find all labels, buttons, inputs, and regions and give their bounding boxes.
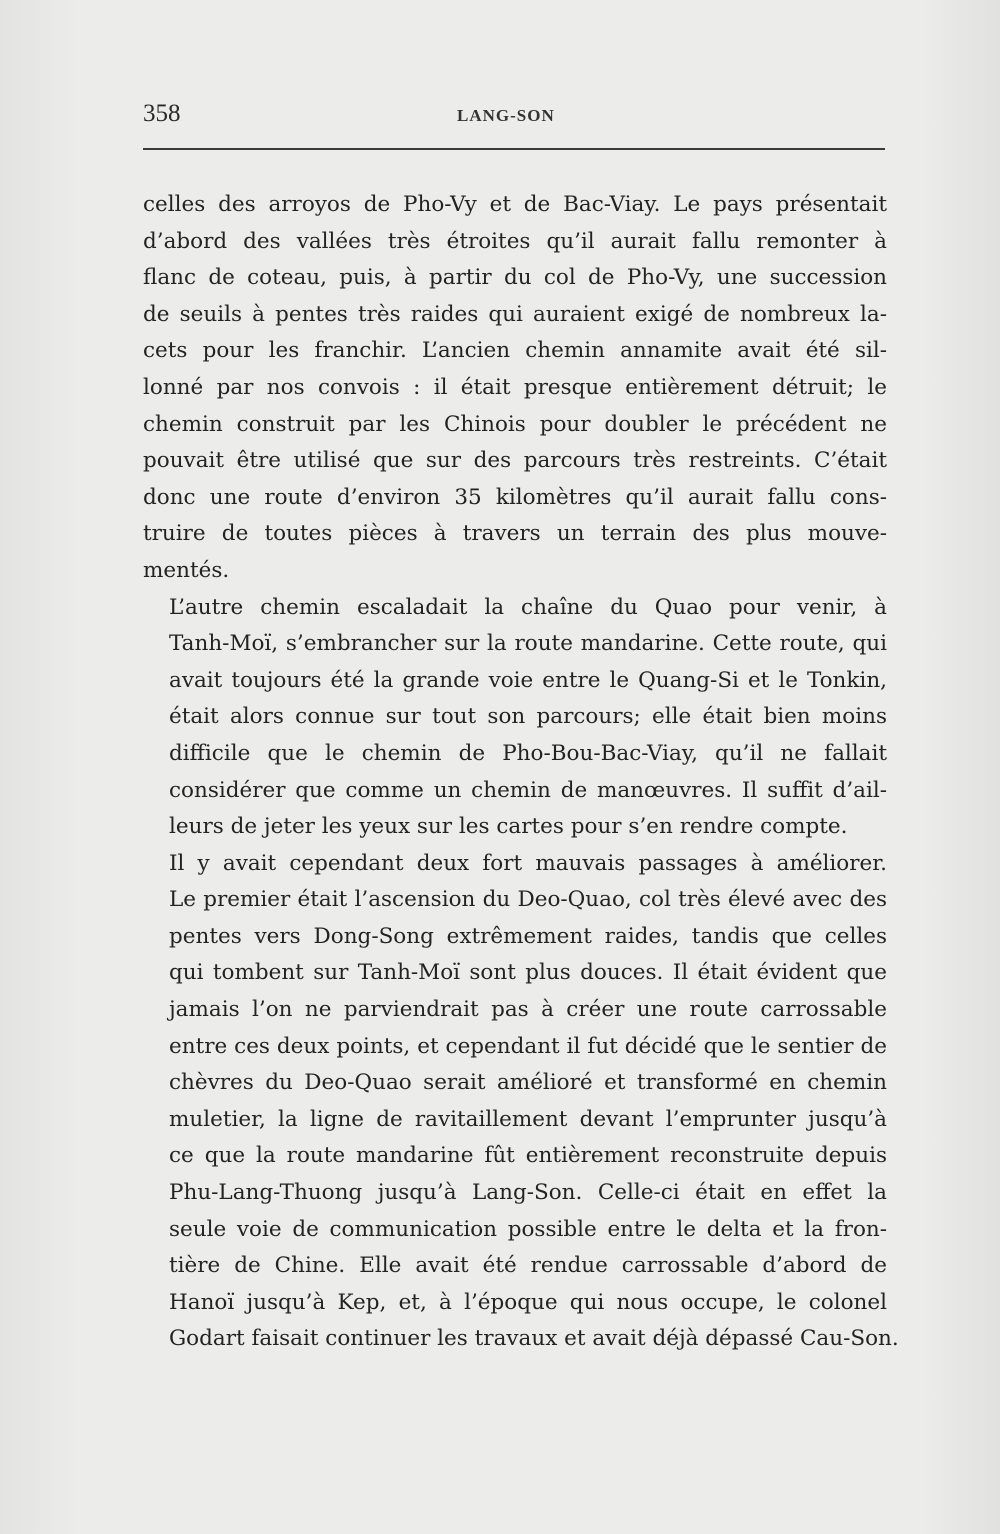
paragraph <box>143 590 887 846</box>
text-line: considérer que comme un chemin de manœuvres. Il suffit d’ail- <box>169 777 887 803</box>
paragraph <box>143 187 887 590</box>
body-text <box>143 187 899 1358</box>
text-line: tière de Chine. Elle avait été rendue carrossable d’abord de <box>169 1253 887 1279</box>
paragraph <box>143 846 899 1358</box>
text-line: chemin construit par les Chinois pour doubler le précédent ne <box>143 411 887 437</box>
text-line: de seuils à pentes très raides qui auraient exigé de nombreux la- <box>143 301 887 327</box>
text-line: entre ces deux points, et cependant il fut décidé que le sentier de <box>169 1033 887 1059</box>
text-line: Hanoï jusqu’à Kep, et, à l’époque qui nous occupe, le colonel <box>169 1289 887 1315</box>
text-line: pouvait être utilisé que sur des parcours très restreints. C’était <box>143 448 887 474</box>
text-line: ce que la route mandarine fût entièrement reconstruite depuis <box>169 1143 887 1169</box>
text-line: mentés. <box>143 557 230 583</box>
text-line: Phu-Lang-Thuong jusqu’à Lang-Son. Celle-ci était en effet la <box>169 1180 887 1206</box>
text-line: qui tombent sur Tanh-Moï sont plus douces. Il était évident que <box>169 960 887 986</box>
page-number: 358 <box>143 100 181 127</box>
text-line: cets pour les franchir. L’ancien chemin annamite avait été sil- <box>143 338 887 364</box>
text-line: était alors connue sur tout son parcours; elle était bien moins <box>169 704 887 730</box>
text-line: Il y avait cependant deux fort mauvais passages à améliorer. <box>169 850 887 876</box>
text-line: Le premier était l’ascension du Deo-Quao, col très élevé avec des <box>169 887 887 913</box>
text-line: Godart faisait continuer les travaux et avait déjà dépassé Cau-Son. <box>169 1326 899 1352</box>
text-line: flanc de coteau, puis, à partir du col de Pho-Vy, une succession <box>143 265 887 291</box>
text-line: pentes vers Dong-Song extrêmement raides, tandis que celles <box>169 923 887 949</box>
text-line: d’abord des vallées très étroites qu’il aurait fallu remonter à <box>143 228 887 254</box>
text-line: lonné par nos convois : il était presque entièrement détruit; le <box>143 374 887 400</box>
text-line: avait toujours été la grande voie entre le Quang-Si et le Tonkin, <box>169 667 887 693</box>
page-header <box>143 96 885 136</box>
text-line: jamais l’on ne parviendrait pas à créer une route carrossable <box>169 997 887 1023</box>
header-rule <box>143 148 885 150</box>
text-line: leurs de jeter les yeux sur les cartes pour s’en rendre compte. <box>169 814 848 840</box>
text-line: chèvres du Deo-Quao serait amélioré et transformé en chemin <box>169 1070 887 1096</box>
text-line: Tanh-Moï, s’embrancher sur la route mandarine. Cette route, qui <box>169 631 887 657</box>
text-line: difficile que le chemin de Pho-Bou-Bac-Viay, qu’il ne fallait <box>169 740 887 766</box>
text-line: donc une route d’environ 35 kilomètres qu’il aurait fallu cons- <box>143 484 887 510</box>
text-line: muletier, la ligne de ravitaillement devant l’emprunter jusqu’à <box>169 1106 887 1132</box>
running-title: LANG-SON <box>457 106 555 125</box>
text-line: L’autre chemin escaladait la chaîne du Quao pour venir, à <box>169 594 887 620</box>
text-line: seule voie de communication possible entre le delta et la fron- <box>169 1216 887 1242</box>
text-line: truire de toutes pièces à travers un terrain des plus mouve- <box>143 521 887 547</box>
text-line: celles des arroyos de Pho-Vy et de Bac-Viay. Le pays présentait <box>143 192 887 217</box>
